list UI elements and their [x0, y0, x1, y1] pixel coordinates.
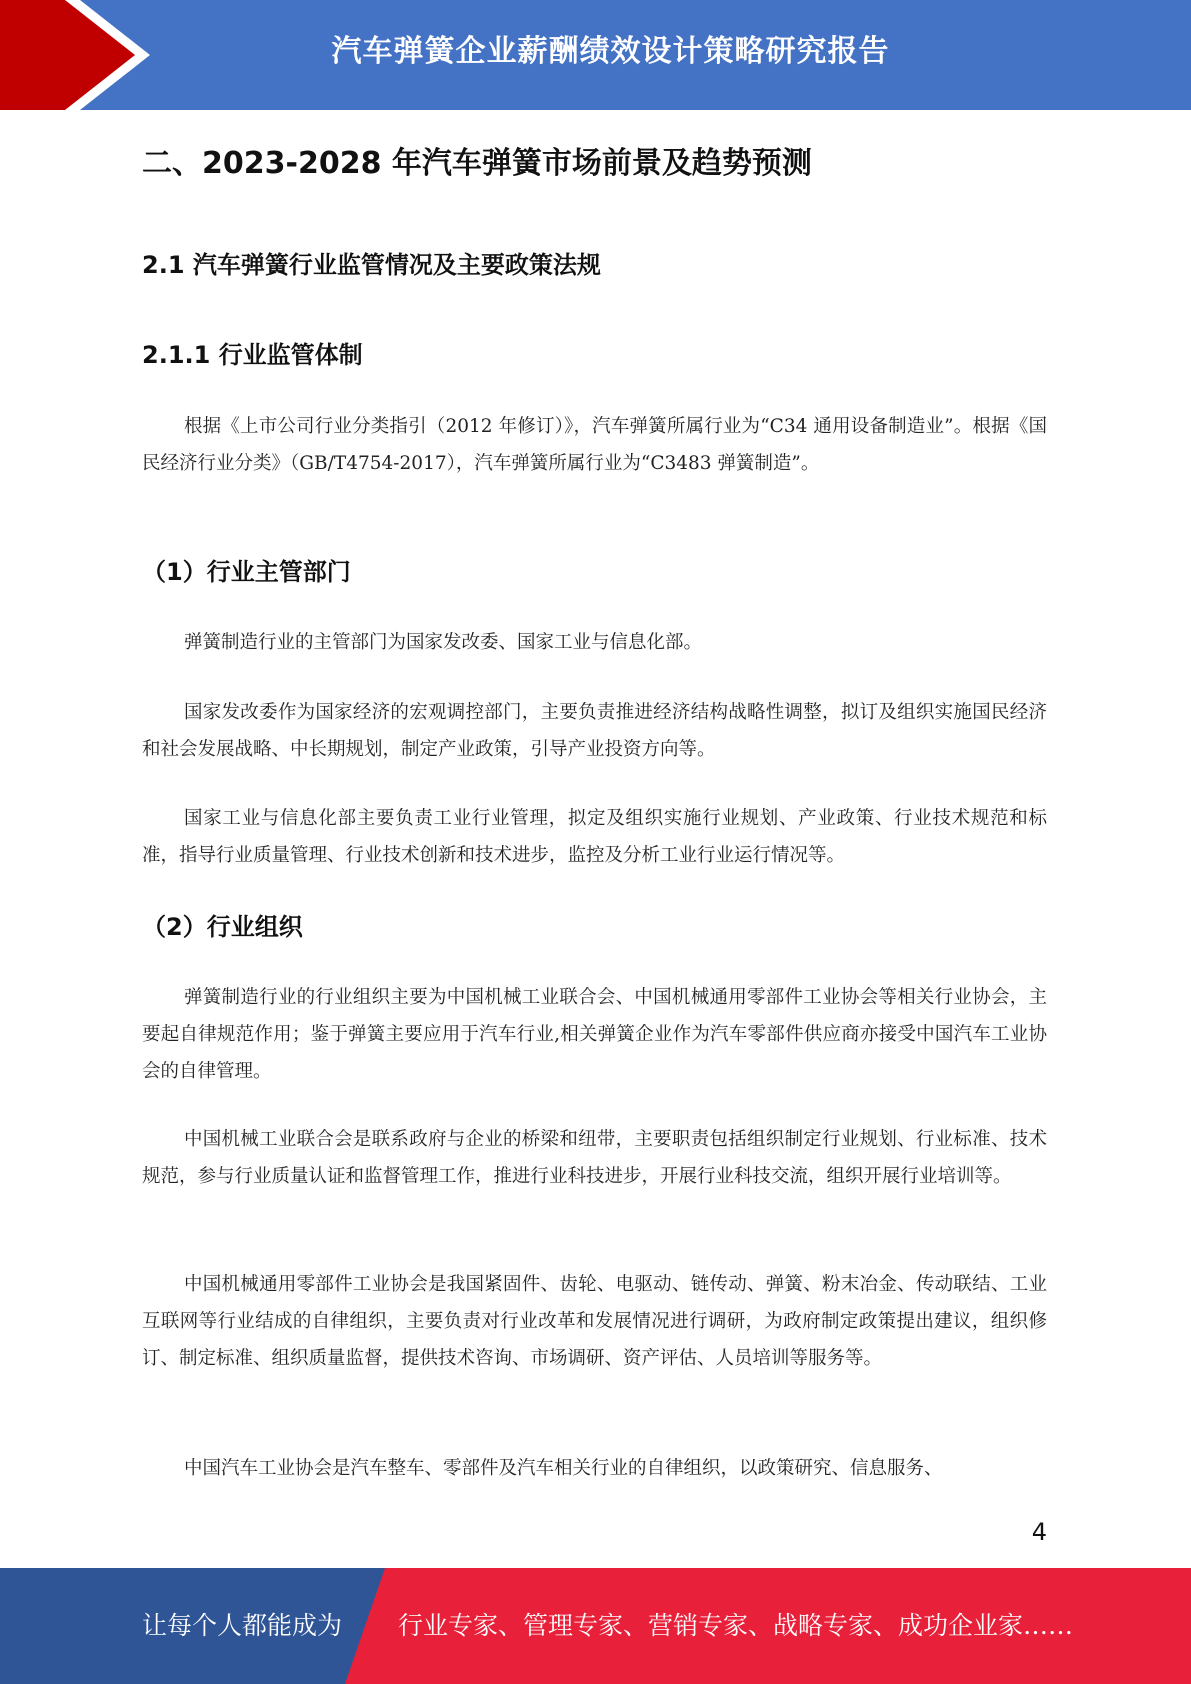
- paragraph: 国家工业与信息化部主要负责工业行业管理，拟定及组织实施行业规划、产业政策、行业技术规范和标准，指导行业质量管理、行业技术创新和技术进步，监控及分析工业行业运行情况等。: [142, 808, 1047, 866]
- section-heading: 2.1 汽车弹簧行业监管情况及主要政策法规: [142, 251, 601, 279]
- subsection-heading-organization: （2）行业组织: [142, 913, 303, 941]
- footer-slogan-right: 行业专家、管理专家、营销专家、战略专家、成功企业家……: [398, 1611, 1074, 1640]
- paragraph: 国家发改委作为国家经济的宏观调控部门，主要负责推进经济结构战略性调整，拟订及组织实施国民经济和社会发展战略、中长期规划，制定产业政策，引导产业投资方向等。: [142, 702, 1047, 760]
- paragraph: 弹簧制造行业的行业组织主要为中国机械工业联合会、中国机械通用零部件工业协会等相关行业协会，主要起自律规范作用；鉴于弹簧主要应用于汽车行业,相关弹簧企业作为汽车零部件供应商亦接受中国汽车工业协会的自律管理。: [142, 987, 1047, 1082]
- page-header: [0, 0, 1191, 110]
- subsection-heading: 2.1.1 行业监管体制: [142, 341, 363, 369]
- report-title: 汽车弹簧企业薪酬绩效设计策略研究报告: [331, 34, 890, 69]
- chapter-heading: 二、2023-2028 年汽车弹簧市场前景及趋势预测: [142, 146, 812, 181]
- footer-slogan-left: 让每个人都能成为: [142, 1611, 343, 1640]
- subsection-heading-authority: （1）行业主管部门: [142, 558, 351, 586]
- paragraph: 弹簧制造行业的主管部门为国家发改委、国家工业与信息化部。: [184, 632, 703, 653]
- paragraph: 中国机械通用零部件工业协会是我国紧固件、齿轮、电驱动、链传动、弹簧、粉末冶金、传动联结、工业互联网等行业结成的自律组织，主要负责对行业改革和发展情况进行调研，为政府制定政策提出建议，组织修订、制定标准、组织质量监督，提供技术咨询、市场调研、资产评估、人员培训等服务等。: [142, 1274, 1047, 1369]
- intro-paragraph: 根据《上市公司行业分类指引（2012 年修订）》，汽车弹簧所属行业为“C34 通用设备制造业”。根据《国民经济行业分类》（GB/T4754-2017），汽车弹簧所属行业为“C3483 弹簧制造”。: [142, 416, 1047, 474]
- paragraph: 中国汽车工业协会是汽车整车、零部件及汽车相关行业的自律组织，以政策研究、信息服务、: [184, 1458, 943, 1479]
- page-number: 4: [1031, 1518, 1047, 1546]
- page-footer: [0, 1568, 1191, 1684]
- paragraph: 中国机械工业联合会是联系政府与企业的桥梁和纽带，主要职责包括组织制定行业规划、行业标准、技术规范，参与行业质量认证和监督管理工作，推进行业科技进步，开展行业科技交流，组织开展行业培训等。: [142, 1129, 1047, 1187]
